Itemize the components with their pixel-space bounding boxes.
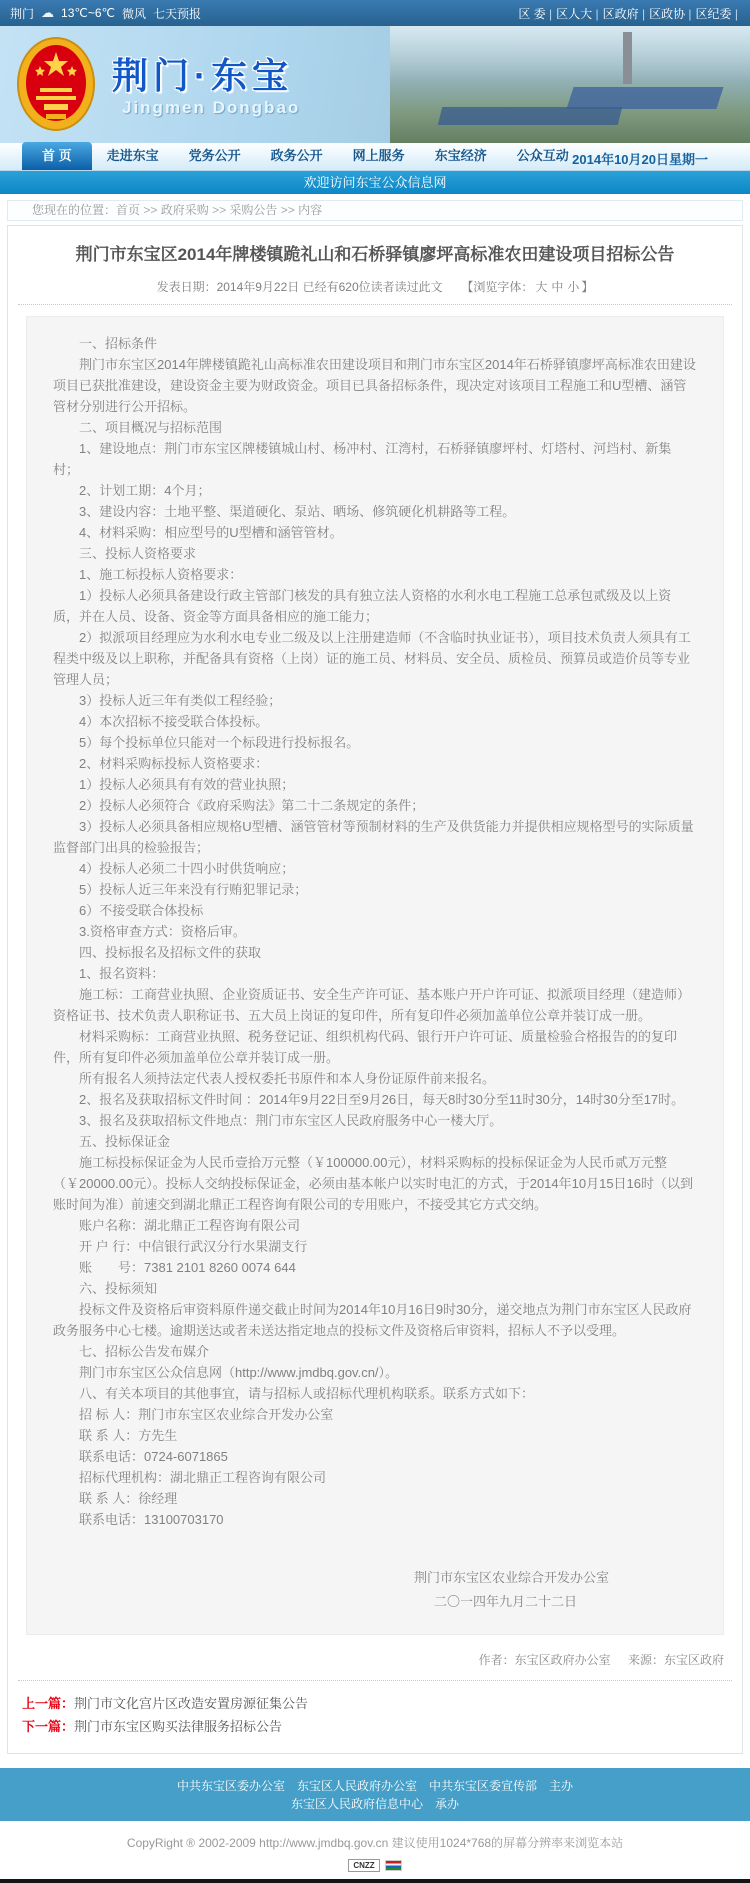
article-paragraph: 招 标 人：荆门市东宝区农业综合开发办公室 [79, 1407, 334, 1422]
site-title-en: Jingmen Dongbao [122, 98, 301, 117]
breadcrumb-link[interactable]: >> 政府采购 [140, 203, 209, 217]
main-nav [0, 143, 750, 171]
organizer-line1: 中共东宝区委办公室 东宝区人民政府办公室 中共东宝区委宣传部 主办 [176, 1779, 573, 1793]
organizer-line2: 东宝区人民政府信息中心 承办 [290, 1797, 459, 1811]
site-title: 荆门·东宝 [112, 55, 293, 96]
article-paragraph: 2、计划工期：4个月； [79, 483, 211, 498]
nav-items [0, 142, 584, 170]
article-paragraph: 联 系 人：方先生 [79, 1428, 178, 1443]
nav-item[interactable]: 党务公开 [188, 148, 241, 163]
national-emblem-icon [16, 36, 96, 132]
gov-link[interactable]: 区人大 | [554, 7, 600, 21]
article-paragraph: 材料采购标：工商营业执照、税务登记证、组织机构代码、银行开户许可证、质量检验合格报告的的复印件，所有复印件必须加盖单位公章并装订成一册。 [53, 1029, 678, 1065]
article-paragraph: 5）每个投标单位只能对一个标段进行投标报名。 [79, 735, 360, 750]
footer-badges [0, 1859, 750, 1879]
gov-link[interactable]: 区 委 | [516, 7, 554, 21]
stats-flag-icon[interactable] [385, 1860, 402, 1871]
bottom-strip [0, 1879, 750, 1883]
prev-article-link[interactable]: 荆门市文化宫片区改造安置房源征集公告 [74, 1696, 309, 1711]
article-paragraph: 五、投标保证金 [79, 1134, 171, 1149]
article-paragraph: 2）拟派项目经理应为水利水电专业二级及以上注册建造师（不含临时执业证书），项目技术负责人须具有工程类中级及以上职称，并配备具有资格（上岗）证的施工员、材料员、安全员、质检员、预算员或造价员等专业管理人员； [53, 630, 691, 687]
article-paragraph: 施工标：工商营业执照、企业资质证书、安全生产许可证、基本账户开户许可证、拟派项目经理（建造师）资格证书、技术负责人职称证书、五大员上岗证的复印件，所有复印件必须加盖单位公章并装订成一册。 [53, 987, 691, 1023]
banner-photo [390, 26, 750, 143]
cloud-weather-icon: ☁ [41, 5, 55, 20]
article-paragraph: 联系电话：13100703170 [79, 1512, 224, 1527]
article-paragraph: 3.资格审查方式：资格后审。 [79, 924, 246, 939]
city-label: 荆门 [10, 6, 35, 21]
next-article-link[interactable]: 荆门市东宝区购买法律服务招标公告 [74, 1719, 283, 1734]
article-paragraph: 联系电话：0724-6071865 [79, 1449, 228, 1464]
nav-item[interactable]: 网上服务 [352, 148, 405, 163]
wind-label: 微风 [122, 6, 147, 21]
article-paragraph: 三、投标人资格要求 [79, 546, 197, 561]
article-paragraph: 二、项目概况与招标范围 [79, 420, 223, 435]
footer-organizers [0, 1768, 750, 1821]
breadcrumb-link[interactable]: >> 内容 [277, 203, 322, 217]
font-size-button[interactable]: 小 [567, 280, 580, 294]
breadcrumb-link[interactable]: >> 采购公告 [209, 203, 278, 217]
article-paragraph: 3）投标人必须具备相应规格U型槽、涵管管材等预制材料的生产及供货能力并提供相应规格型号的实际质量监督部门出具的检验报告； [53, 819, 694, 855]
article-body [26, 316, 724, 1635]
signature-org: 荆门市东宝区农业综合开发办公室 [413, 1570, 609, 1585]
publish-info: 发表日期：2014年9月22日 已经有620位读者读过此文 [156, 280, 443, 294]
font-size-button[interactable]: 中 [551, 280, 564, 294]
article-paragraph: 1、建设地点：荆门市东宝区牌楼镇城山村、杨冲村、江湾村，石桥驿镇廖坪村、灯塔村、河垱村、新集村； [53, 441, 672, 477]
font-size-prefix: 【浏览字体： [461, 280, 534, 294]
article-paragraph: 1、施工标投标人资格要求： [79, 567, 243, 582]
article-paragraph: 1）投标人必须具备建设行政主管部门核发的具有独立法人资格的水利水电工程施工总承包贰级及以上资质，并在人员、设备、资金等方面具备相应的施工能力； [53, 588, 672, 624]
breadcrumb-prefix: 您现在的位置： [32, 203, 117, 217]
prev-next-links [8, 1681, 742, 1753]
article-paragraph: 四、投标报名及招标文件的获取 [79, 945, 262, 960]
article-meta [8, 267, 742, 304]
gov-link[interactable]: 区政协 | [647, 7, 693, 21]
article-paragraph: 3、报名及获取招标文件地点：荆门市东宝区人民政府服务中心一楼大厅。 [79, 1113, 503, 1128]
article-paragraph: 5）投标人近三年来没有行贿犯罪记录； [79, 882, 308, 897]
article-paragraph: 3）投标人近三年有类似工程经验； [79, 693, 282, 708]
article-paragraph: 施工标投标保证金为人民币壹拾万元整（￥100000.00元），材料采购标的投标保证金为人民币贰万元整（￥20000.00元）。投标人交纳投标保证金，必须由基本帐户以实时电汇的方式，于2014年10月15日16时（以到账时间为准）前速交到湖北鼎正工程咨询有限公司的专用账户，不接受其它方式交纳。 [53, 1155, 694, 1212]
breadcrumb [7, 200, 743, 221]
article-paragraph: 七、招标公告发布媒介 [79, 1344, 210, 1359]
divider [18, 304, 732, 305]
article-paragraph: 开 户 行：中信银行武汉分行水果湖支行 [79, 1239, 308, 1254]
font-size-button[interactable]: 大 [535, 280, 548, 294]
article-paragraph: 4）投标人必须二十四小时供货响应； [79, 861, 295, 876]
nav-item[interactable]: 政务公开 [270, 148, 323, 163]
article-paragraph: 1、报名资料： [79, 966, 165, 981]
cnzz-counter-badge[interactable]: CNZZ [348, 1859, 379, 1872]
article-paragraph: 1）投标人必须具有有效的营业执照； [79, 777, 295, 792]
article-paragraph: 3、建设内容：土地平整、渠道硬化、泵站、晒场、修筑硬化机耕路等工程。 [79, 504, 516, 519]
article-paragraph: 一、招标条件 [79, 336, 158, 351]
author-source-line [8, 1643, 742, 1680]
forecast-link[interactable]: 七天预报 [153, 6, 202, 21]
article-container [7, 225, 743, 1754]
prev-article-row [22, 1695, 728, 1713]
author-label: 作者：东宝区政府办公室 [478, 1653, 611, 1667]
article-paragraph: 联 系 人：徐经理 [79, 1491, 178, 1506]
article-paragraph: 八、有关本项目的其他事宜，请与招标人或招标代理机构联系。联系方式如下： [79, 1386, 535, 1401]
font-size-controls [533, 280, 581, 294]
article-paragraph: 2、材料采购标投标人资格要求： [79, 756, 269, 771]
article-paragraph: 荆门市东宝区公众信息网（http://www.jmdbq.gov.cn/）。 [79, 1365, 399, 1380]
site-banner [0, 26, 750, 143]
topbar [0, 0, 750, 26]
copyright-line: CopyRight ® 2002-2009 http://www.jmdbq.gov.cn 建议使用1024*768的屏幕分辨率来浏览本站 [126, 1836, 624, 1850]
article-paragraph: 6）不接受联合体投标 [79, 903, 204, 918]
gov-link[interactable]: 区政府 | [601, 7, 647, 21]
article-paragraph: 账户名称：湖北鼎正工程咨询有限公司 [79, 1218, 301, 1233]
nav-item[interactable]: 首 页 [22, 142, 92, 170]
source-label: 来源：东宝区政府 [627, 1653, 724, 1667]
font-size-suffix: 】 [581, 280, 594, 294]
article-paragraph: 荆门市东宝区2014年牌楼镇跪礼山高标准农田建设项目和荆门市东宝区2014年石桥驿镇廖坪高标准农田建设项目已获批准建设，建设资金主要为财政资金。项目已具备招标条件，现决定对该项目工程施工和U型槽、涵管管材分别进行公开招标。 [53, 357, 696, 414]
article-paragraph: 投标文件及资格后审资料原件递交截止时间为2014年10月16日9时30分，递交地点为荆门市东宝区人民政府政务服务中心七楼。逾期送达或者未送达指定地点的投标文件及资格后审资料，招标人不予以受理。 [53, 1302, 692, 1338]
nav-item[interactable]: 走进东宝 [106, 148, 159, 163]
article-paragraph: 2、报名及获取招标文件时间 ：2014年9月22日至9月26日，每天8时30分至11时30分，14时30分至17时。 [79, 1092, 685, 1107]
breadcrumb-link[interactable]: 首页 [116, 203, 141, 217]
page-title: 荆门市东宝区2014年牌楼镇跪礼山和石桥驿镇廖坪高标准农田建设项目招标公告 [75, 245, 675, 264]
nav-item[interactable]: 公众互动 [516, 148, 569, 163]
temperature-label: 13℃~6℃ [61, 6, 115, 20]
welcome-strip: 欢迎访问东宝公众信息网 [0, 171, 750, 194]
article-paragraph: 所有报名人须持法定代表人授权委托书原件和本人身份证原件前来报名。 [79, 1071, 496, 1086]
nav-item[interactable]: 东宝经济 [434, 148, 487, 163]
article-paragraph: 六、投标须知 [79, 1281, 158, 1296]
signature-block [53, 1566, 697, 1614]
article-paragraph: 招标代理机构：湖北鼎正工程咨询有限公司 [79, 1470, 327, 1485]
next-label: 下一篇： [22, 1719, 75, 1734]
weather-widget [10, 5, 201, 22]
breadcrumb-items [116, 203, 322, 217]
prev-label: 上一篇： [22, 1696, 75, 1711]
next-article-row [22, 1718, 728, 1736]
current-date: 2014年10月20日星期一 [572, 152, 708, 167]
gov-links [516, 5, 740, 22]
signature-date: 二〇一四年九月二十二日 [433, 1594, 577, 1609]
article-paragraph: 4）本次招标不接受联合体投标。 [79, 714, 269, 729]
article-paragraph: 账 号：7381 2101 8260 0074 644 [79, 1260, 296, 1275]
article-paragraph: 2）投标人必须符合《政府采购法》第二十二条规定的条件； [79, 798, 425, 813]
article-paragraph: 4、材料采购：相应型号的U型槽和涵管管材。 [79, 525, 343, 540]
gov-link[interactable]: 区纪委 | [694, 7, 740, 21]
